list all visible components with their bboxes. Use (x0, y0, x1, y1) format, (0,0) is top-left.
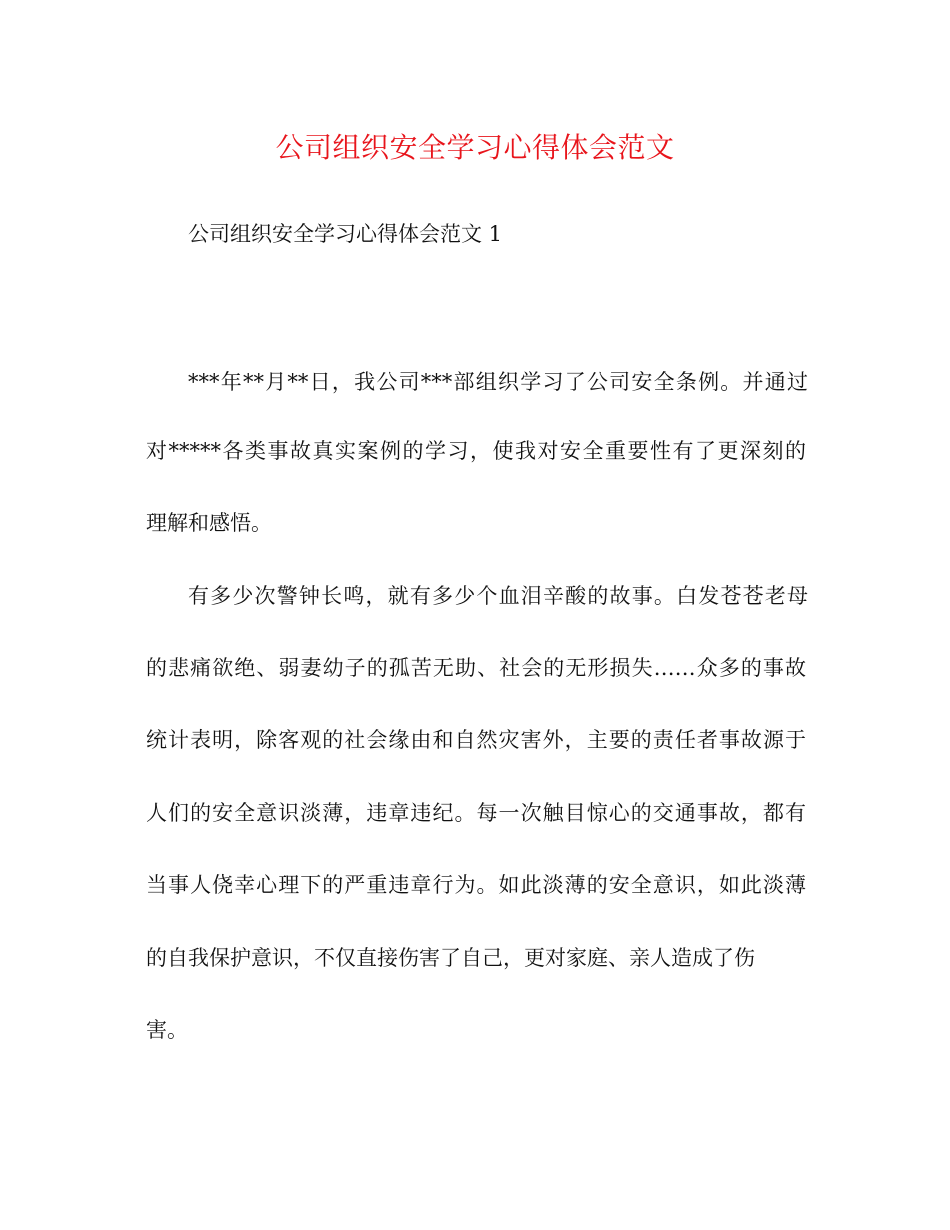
paragraph-line: 人们的安全意识淡薄，违章违纪。每一次触目惊心的交通事故，都有 (146, 801, 806, 825)
paragraph-line: 害。 (146, 1018, 188, 1042)
paragraph-line: 对*****各类事故真实案例的学习，使我对安全重要性有了更深刻的 (146, 439, 806, 463)
paragraph-line: 统计表明，除客观的社会缘由和自然灾害外，主要的责任者事故源于 (146, 728, 806, 752)
document-subtitle: 公司组织安全学习心得体会范文 1 (188, 222, 503, 246)
document-title: 公司组织安全学习心得体会范文 (275, 131, 675, 164)
paragraph-line: 的自我保护意识，不仅直接伤害了自己，更对家庭、亲人造成了伤 (146, 946, 755, 970)
paragraph-line: 有多少次警钟长鸣，就有多少个血泪辛酸的故事。白发苍苍老母 (188, 584, 808, 608)
paragraph-line: ***年**月**日，我公司***部组织学习了公司安全条例。并通过 (188, 370, 808, 394)
paragraph-line: 的悲痛欲绝、弱妻幼子的孤苦无助、社会的无形损失……众多的事故 (146, 656, 806, 680)
paragraph-line: 理解和感悟。 (146, 511, 272, 535)
paragraph-line: 当事人侥幸心理下的严重违章行为。如此淡薄的安全意识，如此淡薄 (146, 873, 806, 897)
